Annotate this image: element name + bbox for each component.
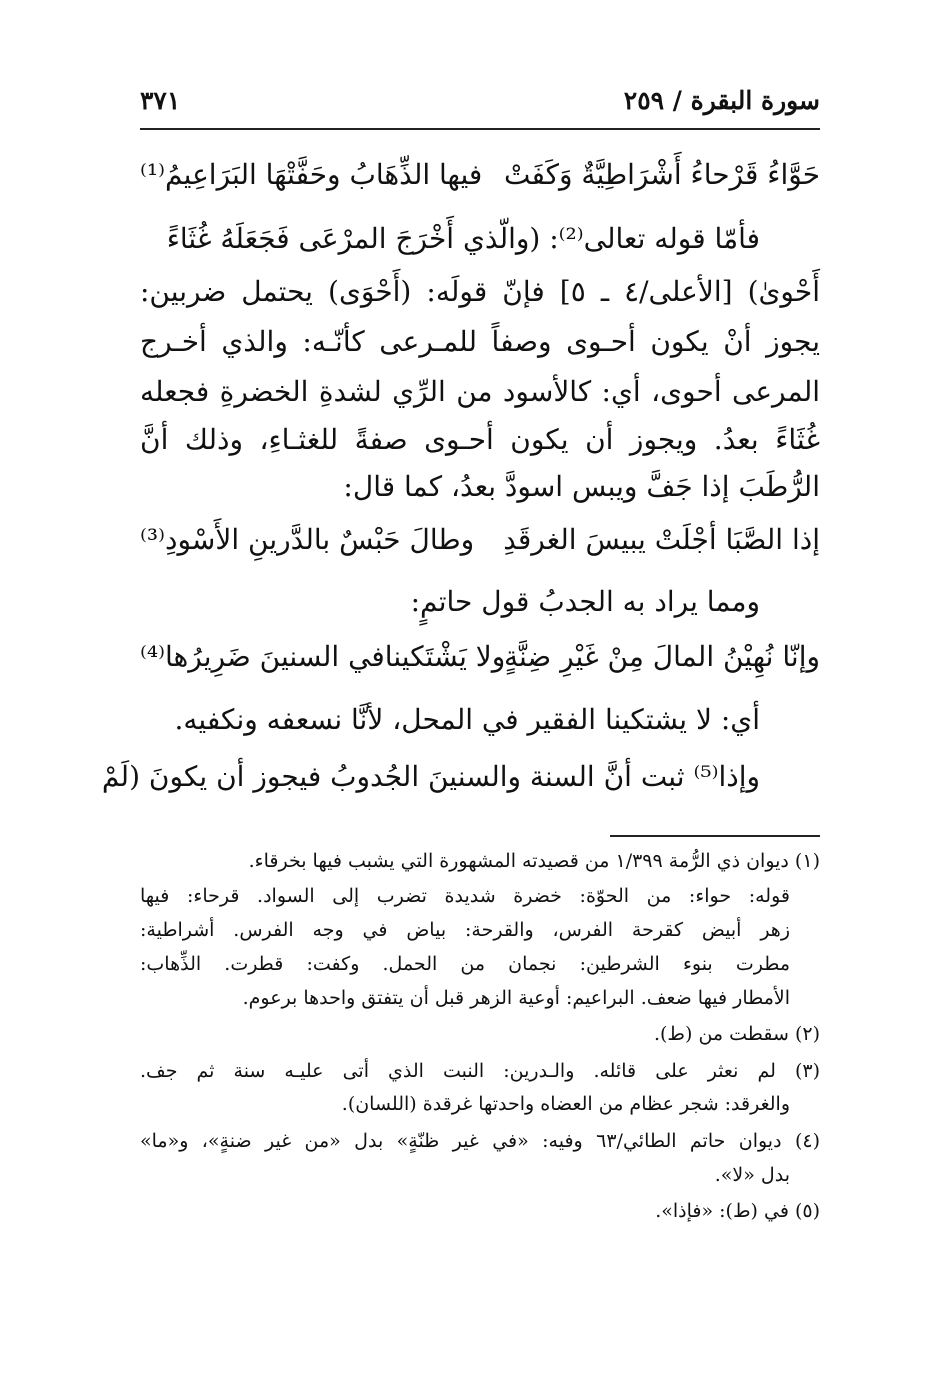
page-header xyxy=(140,86,820,126)
paragraph-line: الرُّطَبَ إذا جَفَّ ويبس اسودَّ بعدُ، كما قال: xyxy=(343,470,820,503)
footnote-line: قوله: حواء: من الحوّة: خضرة شديدة تضرب إلى السواد. قرحاء: فيها xyxy=(140,885,790,907)
verse-line xyxy=(140,523,820,563)
paragraph-line: ومما يراد به الجدبُ قول حاتمٍ: xyxy=(410,585,760,618)
footnote-line: الأمطار فيها ضعف. البراعيم: أوعية الزهر قبل أن يتفتق واحدها برعوم. xyxy=(242,987,790,1009)
footnote-line: بدل «لا». xyxy=(714,1164,790,1186)
verse-hemistich: وإنّا نُهِيْنُ المالَ مِنْ غَيْرِ ضِنَّةٍ xyxy=(503,640,820,673)
verse-hemistich: حَوَّاءُ قَرْحاءُ أَشْرَاطِيَّةٌ وَكَفَتْ xyxy=(504,158,820,191)
footnote-line: (٢) سقطت من (ط). xyxy=(653,1023,820,1045)
paragraph-line: وإذا⁽⁵⁾ ثبت أنَّ السنة والسنينَ الجُدوبُ فيجوز أن يكونَ (لَمْ xyxy=(101,760,760,793)
paragraph-line: أي: لا يشتكينا الفقير في المحل، لأنَّا نسعفه ونكفيه. xyxy=(174,703,760,736)
verse-hemistich: إذا الصَّبَا أجْلَتْ يبيسَ الغرقَدِ xyxy=(503,523,820,556)
paragraph-line: يجوز أنْ يكون أحـوى وصفاً للمـرعى كأنّـه: والذي أخـرج xyxy=(140,325,820,358)
footnote-rule xyxy=(610,835,820,837)
footnote-line: (٣) لم نعثر على قائله. والـدرين: النبت الذي أتى عليـه سنة ثم جف. xyxy=(140,1060,820,1082)
footnote-line: مطرت بنوء الشرطين: نجمان من الحمل. وكفت: قطرت. الذِّهاب: xyxy=(140,953,790,975)
footnote-line: (٤) ديوان حاتم الطائي/٦٣ وفيه: «في غير ظنّةٍ» بدل «من غير ضنةٍ»، و«ما» xyxy=(140,1130,820,1152)
header-rule xyxy=(140,128,820,130)
paragraph-line: غُثَاءً بعدُ. ويجوز أن يكون أحـوى صفةً للغثـاءِ، وذلك أنَّ xyxy=(140,423,820,456)
footnote-line: (٥) في (ط): «فإذا». xyxy=(655,1200,820,1222)
verse-hemistich: وطالَ حَبْسٌ بالدَّرينِ الأَسْودِ⁽³⁾ xyxy=(140,523,475,556)
paragraph-line: المرعى أحوى، أي: كالأسود من الرِّي لشدةِ الخضرةِ فجعله xyxy=(140,375,820,408)
running-title: سورة البقرة / ٢٥٩ xyxy=(623,86,820,115)
verse-hemistich: فيها الذِّهَابُ وحَفَّتْهَا البَرَاعِيمُ⁽¹⁾ xyxy=(140,158,483,191)
footnote-line: (١) ديوان ذي الرُّمة ١/٣٩٩ من قصيدته المشهورة التي يشبب فيها بخرقاء. xyxy=(248,850,820,872)
footnote-line: والغرقد: شجر عظام من العضاه واحدتها غرقدة (اللسان). xyxy=(341,1093,790,1115)
verse-hemistich: ولا يَشْتَكينافي السنينَ ضَرِيرُها⁽⁴⁾ xyxy=(140,640,506,673)
paragraph-line: أَحْوىٰ) [الأعلى/٤ ـ ٥] فإنّ قولَه: (أَحْوَى) يحتمل ضربين: xyxy=(140,275,820,308)
verse-line xyxy=(140,158,820,198)
page-number: ٣٧١ xyxy=(140,86,181,115)
paragraph-line: فأمّا قوله تعالى⁽²⁾: (والّذي أَخْرَجَ المرْعَى فَجَعَلَهُ غُثَاءً xyxy=(166,222,760,255)
footnote-line: زهر أبيض كقرحة الفرس، والقرحة: بياض في وجه الفرس. أشراطية: xyxy=(140,919,790,941)
verse-line xyxy=(140,640,820,680)
